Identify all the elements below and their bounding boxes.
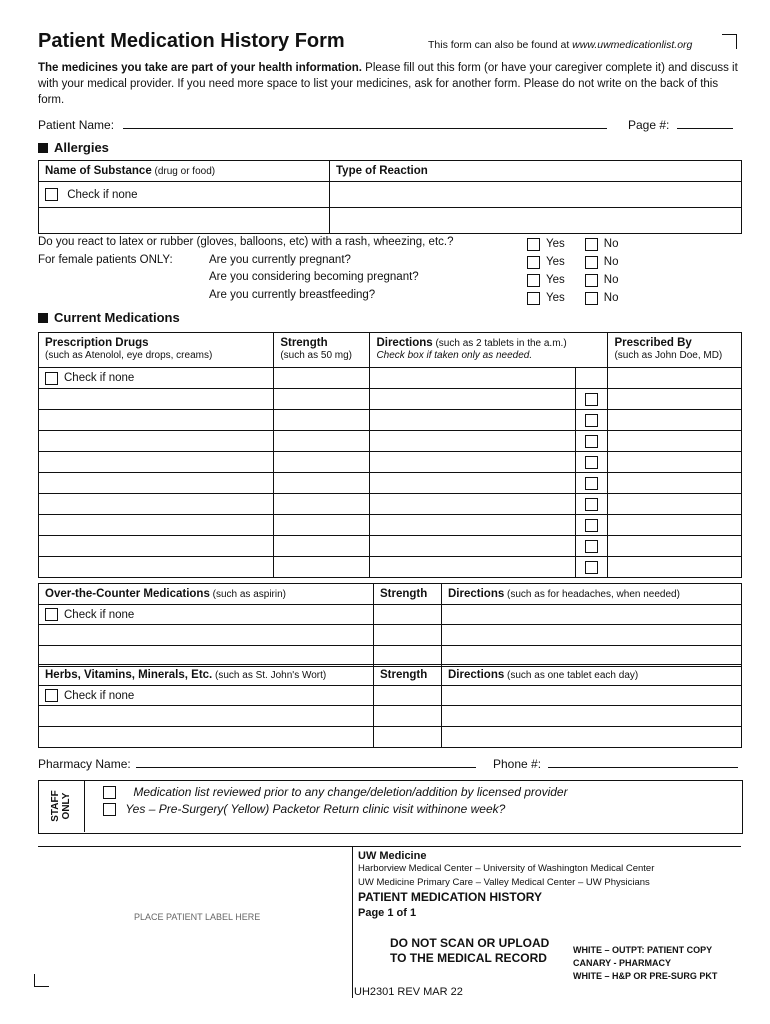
rx-directions-cell[interactable] <box>370 536 575 557</box>
herbs-col-directions: Directions (such as one tablet each day) <box>442 665 742 686</box>
rx-strength-cell[interactable] <box>274 473 370 494</box>
copy-line-2: CANARY - PHARMACY <box>573 958 672 968</box>
rx-directions-cell[interactable] <box>370 557 575 578</box>
yes-label: Yes <box>546 292 565 304</box>
allergies-substance-cell[interactable] <box>39 208 330 234</box>
allergies-heading <box>38 140 109 155</box>
rx-drug-cell[interactable] <box>39 515 274 536</box>
otc-check-none-cell <box>39 605 374 625</box>
herbs-name-cell[interactable] <box>39 706 374 727</box>
rx-as-needed-checkbox[interactable] <box>585 498 598 511</box>
herbs-check-none-label: Check if none <box>64 689 135 702</box>
footer-org: UW Medicine <box>358 850 427 862</box>
otc-directions-cell[interactable] <box>442 625 742 646</box>
rx-as-needed-checkbox[interactable] <box>585 456 598 469</box>
female-patients-label: For female patients ONLY: <box>38 254 173 266</box>
pregnant-yes-checkbox[interactable] <box>527 256 540 269</box>
phone-field[interactable] <box>548 756 738 768</box>
page-number-label: Page #: <box>628 118 670 132</box>
prescription-table <box>38 332 742 578</box>
otc-col-name: Over-the-Counter Medications (such as aspirin) <box>39 584 374 605</box>
rx-strength-cell[interactable] <box>274 431 370 452</box>
herbs-col-strength: Strength <box>374 665 442 686</box>
allergies-col-substance: Name of Substance (drug or food) <box>39 161 330 182</box>
rx-as-needed-cell <box>575 452 608 473</box>
rx-prescriber-cell[interactable] <box>608 431 742 452</box>
page-number-field[interactable] <box>677 117 733 129</box>
rx-directions-cell[interactable] <box>370 368 575 389</box>
corner-mark-top-right <box>722 34 737 49</box>
rx-check-none-cell <box>39 368 274 389</box>
otc-name-cell[interactable] <box>39 625 374 646</box>
latex-question: Do you react to latex or rubber (gloves, balloons, etc) with a rash, wheezing, etc.? <box>38 236 454 248</box>
footer-org-line-2: UW Medicine Primary Care – Valley Medical Center – UW Physicians <box>358 877 650 888</box>
rx-prescriber-cell[interactable] <box>608 368 742 389</box>
rx-prescriber-cell[interactable] <box>608 389 742 410</box>
allergies-col-reaction: Type of Reaction <box>330 161 742 182</box>
rx-as-needed-checkbox[interactable] <box>585 477 598 490</box>
herbs-directions-cell[interactable] <box>442 686 742 706</box>
current-medications-heading <box>38 310 180 325</box>
otc-directions-cell[interactable] <box>442 605 742 625</box>
rx-prescriber-cell[interactable] <box>608 557 742 578</box>
form-title: Patient Medication History Form <box>38 30 345 52</box>
breastfeeding-question: Are you currently breastfeeding? <box>209 289 376 301</box>
do-not-scan-1: DO NOT SCAN OR UPLOAD <box>390 936 550 950</box>
section-bullet-icon <box>38 143 48 153</box>
rx-drug-cell[interactable] <box>39 410 274 431</box>
rx-drug-cell[interactable] <box>39 536 274 557</box>
form-url-link[interactable]: www.uwmedicationlist.org <box>572 39 693 51</box>
rx-prescriber-cell[interactable] <box>608 494 742 515</box>
rx-prescriber-cell[interactable] <box>608 536 742 557</box>
rx-prescriber-cell[interactable] <box>608 473 742 494</box>
rx-directions-cell[interactable] <box>370 452 575 473</box>
rx-strength-cell[interactable] <box>274 410 370 431</box>
rx-as-needed-cell <box>575 410 608 431</box>
page-number-row <box>628 117 733 132</box>
do-not-scan-2: TO THE MEDICAL RECORD <box>390 951 547 965</box>
yes-label: Yes <box>546 256 565 268</box>
rx-directions-cell[interactable] <box>370 431 575 452</box>
rx-prescriber-cell[interactable] <box>608 452 742 473</box>
allergies-check-none-checkbox[interactable] <box>45 188 58 201</box>
patient-label-placeholder: PLACE PATIENT LABEL HERE <box>134 912 261 922</box>
intro-bold: The medicines you take are part of your health information. <box>38 62 362 74</box>
rx-as-needed-checkbox[interactable] <box>585 519 598 532</box>
rx-directions-cell[interactable] <box>370 473 575 494</box>
no-label: No <box>603 292 619 304</box>
herbs-table <box>38 664 742 748</box>
pharmacy-label: Pharmacy Name: <box>38 757 131 771</box>
otc-col-directions: Directions (such as for headaches, when needed) <box>442 584 742 605</box>
allergies-check-none-label: Check if none <box>67 188 138 201</box>
rx-as-needed-checkbox[interactable] <box>585 435 598 448</box>
allergies-reaction-cell[interactable] <box>330 182 742 208</box>
otc-check-none-checkbox[interactable] <box>45 608 58 621</box>
rx-strength-cell[interactable] <box>274 389 370 410</box>
form-url-note <box>428 39 692 51</box>
rx-prescriber-cell[interactable] <box>608 515 742 536</box>
rx-drug-cell[interactable] <box>39 452 274 473</box>
pregnant-question: Are you currently pregnant? <box>209 254 351 266</box>
rx-as-needed-checkbox[interactable] <box>585 561 598 574</box>
form-url-prefix: This form can also be found at <box>428 39 573 51</box>
latex-yes-checkbox[interactable] <box>527 238 540 251</box>
staff-line-2 <box>103 802 505 816</box>
rx-as-needed-checkbox[interactable] <box>585 414 598 427</box>
rx-as-needed-cell <box>575 515 608 536</box>
rx-prescriber-cell[interactable] <box>608 410 742 431</box>
staff-line-1 <box>103 785 568 799</box>
no-label: No <box>603 238 619 250</box>
footer-page: Page 1 of 1 <box>358 907 417 919</box>
phone-label: Phone #: <box>493 757 542 771</box>
rx-directions-cell[interactable] <box>370 410 575 431</box>
copy-line-3: WHITE – H&P OR PRE-SURG PKT <box>573 971 718 981</box>
staff-presurgery-label: Yes – Pre-Surgery( Yellow) Packetor Return clinic visit withinone week? <box>125 802 506 816</box>
rx-col-directions: Directions (such as 2 tablets in the a.m.) Check box if taken only as needed. <box>370 333 608 368</box>
rx-strength-cell[interactable] <box>274 557 370 578</box>
footer-form-title: PATIENT MEDICATION HISTORY <box>358 890 543 904</box>
footer-divider <box>352 846 353 998</box>
rx-check-none-checkbox[interactable] <box>45 372 58 385</box>
herbs-check-none-checkbox[interactable] <box>45 689 58 702</box>
considering-pregnancy-question: Are you considering becoming pregnant? <box>209 271 419 283</box>
rx-strength-cell[interactable] <box>274 368 370 389</box>
herbs-strength-cell[interactable] <box>374 686 442 706</box>
intro-paragraph <box>38 60 738 108</box>
otc-strength-cell[interactable] <box>374 605 442 625</box>
rx-drug-cell[interactable] <box>39 431 274 452</box>
herbs-directions-cell[interactable] <box>442 727 742 748</box>
staff-presurgery-checkbox[interactable] <box>103 803 116 816</box>
corner-mark-bottom-left <box>34 974 49 987</box>
rx-as-needed-cell <box>575 536 608 557</box>
intro-rest: Please fill out this form (or have your caregiver complete it) and discuss it with your medical provider. If you need more space to list your medicines, ask for another form. Please do not write on the back of this form. <box>38 62 738 106</box>
rx-directions-cell[interactable] <box>370 515 575 536</box>
form-number: UH2301 REV MAR 22 <box>354 986 463 998</box>
breastfeeding-no-checkbox[interactable] <box>585 292 598 305</box>
current-medications-heading-text: Current Medications <box>54 310 180 325</box>
otc-col-strength: Strength <box>374 584 442 605</box>
staff-only-tab <box>38 780 85 832</box>
rx-as-needed-cell <box>575 389 608 410</box>
rx-strength-cell[interactable] <box>274 536 370 557</box>
patient-name-label: Patient Name: <box>38 118 115 132</box>
yes-label: Yes <box>546 238 565 250</box>
phone-row <box>493 756 738 771</box>
rx-as-needed-cell <box>575 431 608 452</box>
allergies-reaction-cell[interactable] <box>330 208 742 234</box>
allergies-table <box>38 160 742 234</box>
patient-name-field[interactable] <box>123 117 607 129</box>
no-label: No <box>603 256 619 268</box>
rx-col-drug: Prescription Drugs (such as Atenolol, eye drops, creams) <box>39 333 274 368</box>
allergies-check-none-cell <box>39 182 330 208</box>
herbs-col-name: Herbs, Vitamins, Minerals, Etc. (such as St. John's Wort) <box>39 665 374 686</box>
breastfeeding-yes-checkbox[interactable] <box>527 292 540 305</box>
otc-table <box>38 583 742 667</box>
rx-as-needed-checkbox[interactable] <box>585 540 598 553</box>
rx-strength-cell[interactable] <box>274 494 370 515</box>
herbs-strength-cell[interactable] <box>374 706 442 727</box>
rx-as-needed-cell <box>575 368 608 389</box>
pharmacy-field[interactable] <box>136 756 476 768</box>
no-label: No <box>603 274 619 286</box>
rx-strength-cell[interactable] <box>274 452 370 473</box>
rx-as-needed-checkbox[interactable] <box>585 393 598 406</box>
considering-yes-checkbox[interactable] <box>527 274 540 287</box>
patient-name-row <box>38 117 607 132</box>
rx-strength-cell[interactable] <box>274 515 370 536</box>
rx-drug-cell[interactable] <box>39 473 274 494</box>
rx-as-needed-cell <box>575 557 608 578</box>
rx-drug-cell[interactable] <box>39 494 274 515</box>
otc-check-none-label: Check if none <box>64 608 135 621</box>
rx-col-prescribed-by: Prescribed By (such as John Doe, MD) <box>608 333 742 368</box>
herbs-name-cell[interactable] <box>39 727 374 748</box>
allergies-heading-text: Allergies <box>54 140 109 155</box>
yes-label: Yes <box>546 274 565 286</box>
section-bullet-icon <box>38 313 48 323</box>
rx-as-needed-cell <box>575 473 608 494</box>
latex-no-checkbox[interactable] <box>585 238 598 251</box>
rx-drug-cell[interactable] <box>39 557 274 578</box>
rx-check-none-label: Check if none <box>64 372 135 385</box>
herbs-check-none-cell <box>39 686 374 706</box>
pharmacy-row <box>38 756 476 771</box>
otc-strength-cell[interactable] <box>374 625 442 646</box>
copy-line-1: WHITE – OUTPT: PATIENT COPY <box>573 945 713 955</box>
staff-reviewed-checkbox[interactable] <box>103 786 116 799</box>
rx-directions-cell[interactable] <box>370 389 575 410</box>
rx-col-strength: Strength (such as 50 mg) <box>274 333 370 368</box>
rx-drug-cell[interactable] <box>39 389 274 410</box>
rx-as-needed-cell <box>575 494 608 515</box>
staff-only-label: STAFF ONLY <box>50 790 72 822</box>
footer-rule <box>38 846 741 847</box>
footer-org-line-1: Harborview Medical Center – University of Washington Medical Center <box>358 863 655 874</box>
pregnant-no-checkbox[interactable] <box>585 256 598 269</box>
herbs-strength-cell[interactable] <box>374 727 442 748</box>
considering-no-checkbox[interactable] <box>585 274 598 287</box>
rx-directions-cell[interactable] <box>370 494 575 515</box>
yes-no-block <box>527 235 637 307</box>
herbs-directions-cell[interactable] <box>442 706 742 727</box>
staff-reviewed-label: Medication list reviewed prior to any change/deletion/addition by licensed provider <box>133 785 568 799</box>
